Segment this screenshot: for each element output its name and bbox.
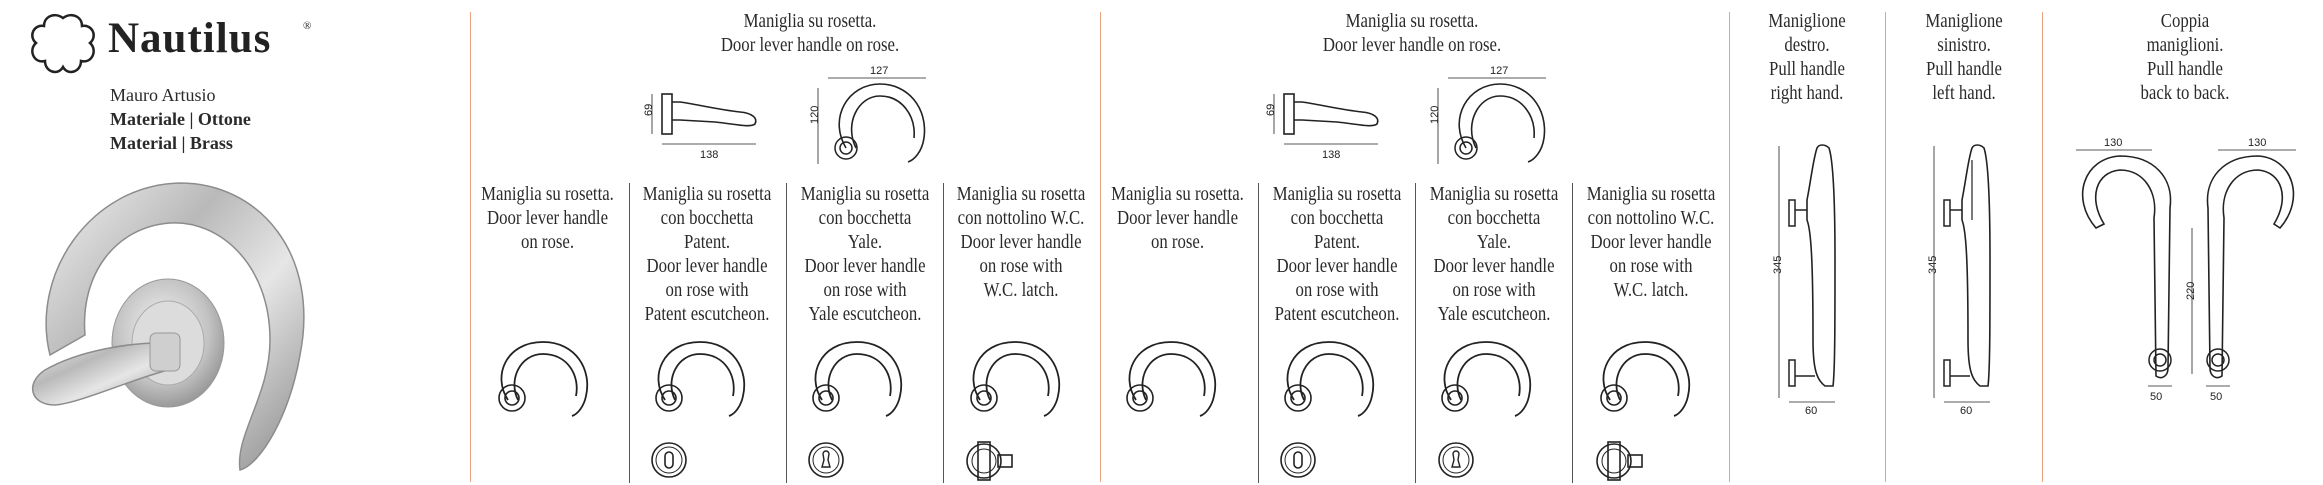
pull-handle-left-drawing xyxy=(1910,140,2020,415)
svg-text:60: 60 xyxy=(1960,405,1973,417)
patent-escutcheon-icon xyxy=(649,440,689,480)
svg-text:120: 120 xyxy=(1429,105,1441,124)
variant-caption-plain: Maniglia su rosetta. Door lever handle on rose. xyxy=(481,184,614,253)
pull-handle-pair-drawing xyxy=(2070,138,2310,408)
svg-text:69: 69 xyxy=(1265,103,1277,116)
lever-front-drawing xyxy=(808,65,938,168)
handle-icon xyxy=(1116,336,1226,426)
svg-text:130: 130 xyxy=(2104,137,2123,149)
wc-latch-icon xyxy=(960,438,1020,484)
pull-handle-right-drawing xyxy=(1755,140,1865,415)
section-rose-1-header: Maniglia su rosetta. Door lever handle on rose. xyxy=(720,11,900,56)
variant-caption-wc: Maniglia su rosetta con nottolino W.C. Door lever handle on rose with W.C. latch. xyxy=(1586,184,1716,301)
svg-text:69: 69 xyxy=(643,103,655,116)
patent-escutcheon-icon xyxy=(1278,440,1318,480)
yale-escutcheon-icon xyxy=(1436,440,1476,480)
handle-icon xyxy=(960,336,1070,426)
yale-escutcheon-icon xyxy=(806,440,846,480)
handle-icon xyxy=(1590,336,1700,426)
svg-text:50: 50 xyxy=(2210,391,2223,403)
material-english: Material | Brass xyxy=(110,133,233,153)
brand-name: Nautilus xyxy=(108,15,272,62)
svg-text:50: 50 xyxy=(2150,391,2163,403)
variant-caption-patent: Maniglia su rosetta con bocchetta Patent. Door lever handle on rose with Patent escutcheon. xyxy=(642,184,772,325)
handle-icon xyxy=(1431,336,1541,426)
variant-caption-wc: Maniglia su rosetta con nottolino W.C. Door lever handle on rose with W.C. latch. xyxy=(956,184,1086,301)
pull-left-header: Maniglione sinistro. Pull handle left hand. xyxy=(1925,11,2003,104)
handle-icon xyxy=(645,336,755,426)
pull-right-header: Maniglione destro. Pull handle right hand. xyxy=(1768,11,1846,104)
divider xyxy=(2042,12,2043,482)
material-italian: Materiale | Ottone xyxy=(110,109,251,129)
svg-text:60: 60 xyxy=(1805,405,1818,417)
variant-caption-patent: Maniglia su rosetta con bocchetta Patent. Door lever handle on rose with Patent escutcheon. xyxy=(1272,184,1402,325)
registered-mark: ® xyxy=(303,20,312,32)
svg-text:127: 127 xyxy=(1490,65,1509,77)
pull-pair-header: Coppia maniglioni. Pull handle back to back. xyxy=(2140,11,2230,104)
svg-text:345: 345 xyxy=(1927,255,1939,274)
section-rose-2-header: Maniglia su rosetta. Door lever handle on rose. xyxy=(1322,11,1502,56)
handle-icon xyxy=(488,336,598,426)
svg-text:138: 138 xyxy=(700,149,719,161)
lever-front-drawing xyxy=(1428,65,1558,168)
nautilus-logo-icon xyxy=(28,12,98,74)
variant-caption-yale: Maniglia su rosetta con bocchetta Yale. Door lever handle on rose with Yale escutcheon. xyxy=(800,184,930,325)
svg-text:345: 345 xyxy=(1772,255,1784,274)
variant-caption-yale: Maniglia su rosetta con bocchetta Yale. Door lever handle on rose with Yale escutcheon. xyxy=(1429,184,1559,325)
wc-latch-icon xyxy=(1590,438,1650,484)
svg-text:220: 220 xyxy=(2185,281,2197,300)
svg-text:127: 127 xyxy=(870,65,889,77)
variant-caption-plain: Maniglia su rosetta. Door lever handle on rose. xyxy=(1111,184,1244,253)
designer-name: Mauro Artusio xyxy=(110,85,216,105)
lever-side-drawing xyxy=(640,82,775,162)
lever-side-drawing xyxy=(1262,82,1397,162)
svg-text:130: 130 xyxy=(2248,137,2267,149)
handle-icon xyxy=(802,336,912,426)
svg-text:120: 120 xyxy=(809,105,821,124)
handle-icon xyxy=(1274,336,1384,426)
divider xyxy=(1885,12,1886,482)
product-photo xyxy=(20,165,350,485)
svg-text:138: 138 xyxy=(1322,149,1341,161)
